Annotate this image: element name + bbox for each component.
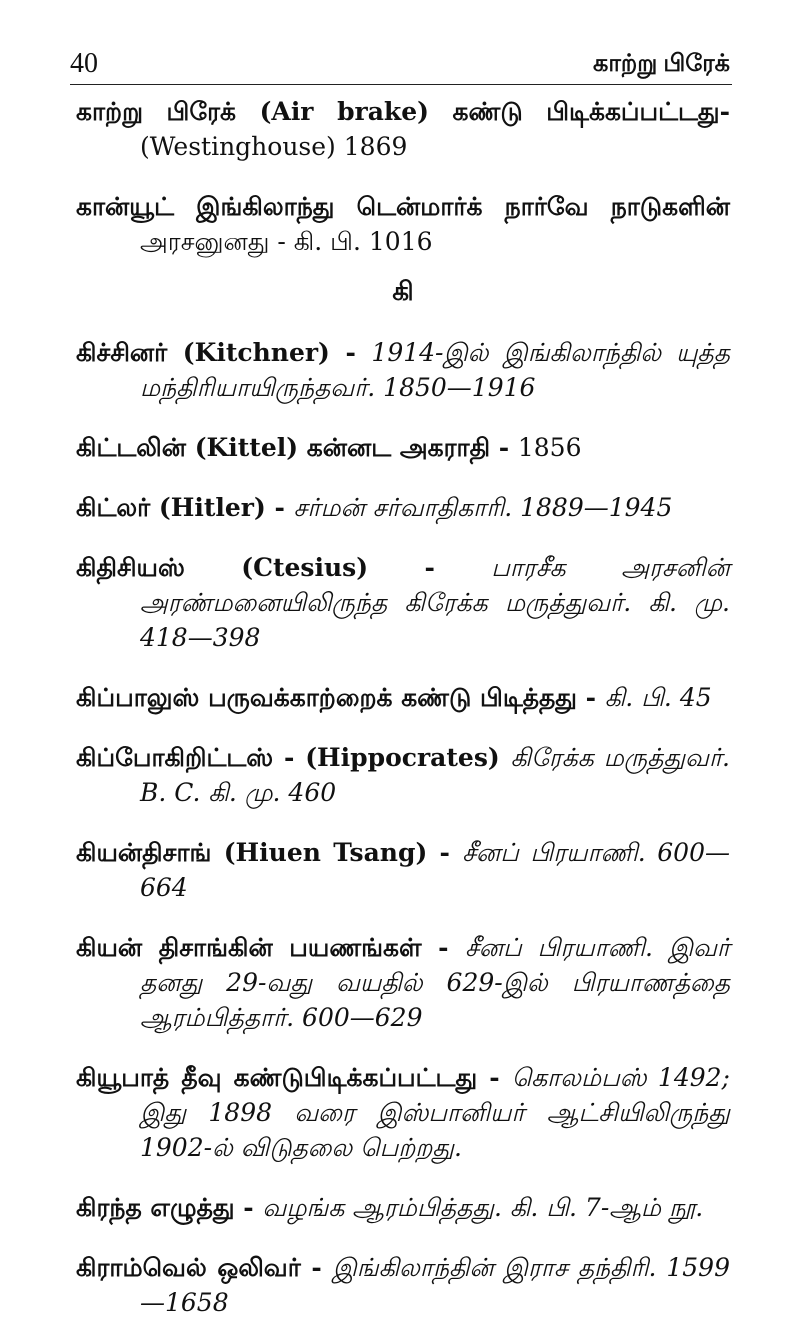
entry-term: கிரந்த எழுத்து - (76, 1193, 263, 1222)
entry-term: கிட்டலின் (Kittel) கன்னட அகராதி - (76, 433, 518, 462)
header-rule (70, 84, 732, 85)
entry-definition: வழங்க ஆரம்பித்தது. கி. பி. 7-ஆம் நூ. (262, 1193, 704, 1222)
entry-definition: சீனப் பிரயாணி. 600—664 (140, 838, 730, 902)
entry-term: கிச்சினர் (Kitchner) - (76, 338, 372, 367)
entry-cuba (76, 1060, 730, 1165)
entry-definition: கொலம்பஸ் 1492; இது 1898 வரை இஸ்பானியர் ஆட்சியிலிருந்து 1902-ல் விடுதலை பெற்றது. (140, 1063, 730, 1162)
entry-hippocrates (76, 740, 730, 810)
entry-canute (76, 189, 730, 259)
entry-definition: கிரேக்க மருத்துவர். B. C. கி. மு. 460 (140, 743, 730, 807)
entry-definition: 1914-இல் இங்கிலாந்தில் யுத்த மந்திரியாயிருந்தவர். 1850—1916 (140, 338, 731, 402)
entry-cromwell (76, 1250, 730, 1320)
entry-term: கியன் திசாங்கின் பயணங்கள் - (76, 933, 466, 962)
entry-grantha-script (76, 1190, 730, 1225)
running-head: காற்று பிரேக் (593, 51, 730, 77)
section-letter: கி (392, 277, 414, 307)
entry-air-brake (76, 94, 730, 164)
entry-definition: பாரசீக அரசனின் அரண்மனையிலிருந்த கிரேக்க மருத்துவர். கி. மு. 418—398 (140, 553, 730, 652)
entry-term: கிப்போகிறிட்டஸ் - (Hippocrates) (76, 743, 511, 772)
page-number: 40 (70, 48, 98, 79)
entry-term: கிப்பாலுஸ் பருவக்காற்றைக் கண்டு பிடித்தது - (76, 683, 605, 712)
page-header (70, 40, 730, 80)
entry-hiuen-tsang (76, 835, 730, 905)
entry-hippalus (76, 680, 730, 715)
entry-hiuen-tsang-travels (76, 930, 730, 1035)
entry-definition: அரசனுனது - கி. பி. 1016 (140, 227, 433, 256)
entry-term: கான்யூட் இங்கிலாந்து டென்மார்க் நார்வே நாடுகளின் (76, 192, 730, 221)
entry-hitler (76, 490, 730, 525)
entry-definition: இங்கிலாந்தின் இராச தந்திரி. 1599—1658 (140, 1253, 730, 1317)
entry-definition: (Westinghouse) 1869 (140, 132, 408, 161)
entry-kittel (76, 430, 730, 465)
entry-term: கிராம்வெல் ஒலிவர் - (76, 1253, 333, 1282)
entry-definition: சர்மன் சர்வாதிகாரி. 1889—1945 (293, 493, 673, 522)
entry-term: கியன்திசாங் (Hiuen Tsang) - (76, 838, 463, 867)
entry-term: காற்று பிரேக் (Air brake) கண்டு பிடிக்கப்பட்டது- (76, 97, 730, 126)
entry-kitchener (76, 335, 730, 405)
entry-term: கிதிசியஸ் (Ctesius) - (76, 553, 492, 582)
entry-definition: கி. பி. 45 (604, 683, 712, 712)
entry-term: கிட்லர் (Hitler) - (76, 493, 294, 522)
entry-ctesias (76, 550, 730, 655)
entry-definition: 1856 (517, 433, 582, 462)
entry-list (76, 94, 730, 1324)
entry-definition: சீனப் பிரயாணி. இவர் தனது 29-வது வயதில் 629-இல் பிரயாணத்தை ஆரம்பித்தார். 600—629 (140, 933, 730, 1032)
entry-term: கியூபாத் தீவு கண்டுபிடிக்கப்பட்டது - (76, 1063, 512, 1092)
